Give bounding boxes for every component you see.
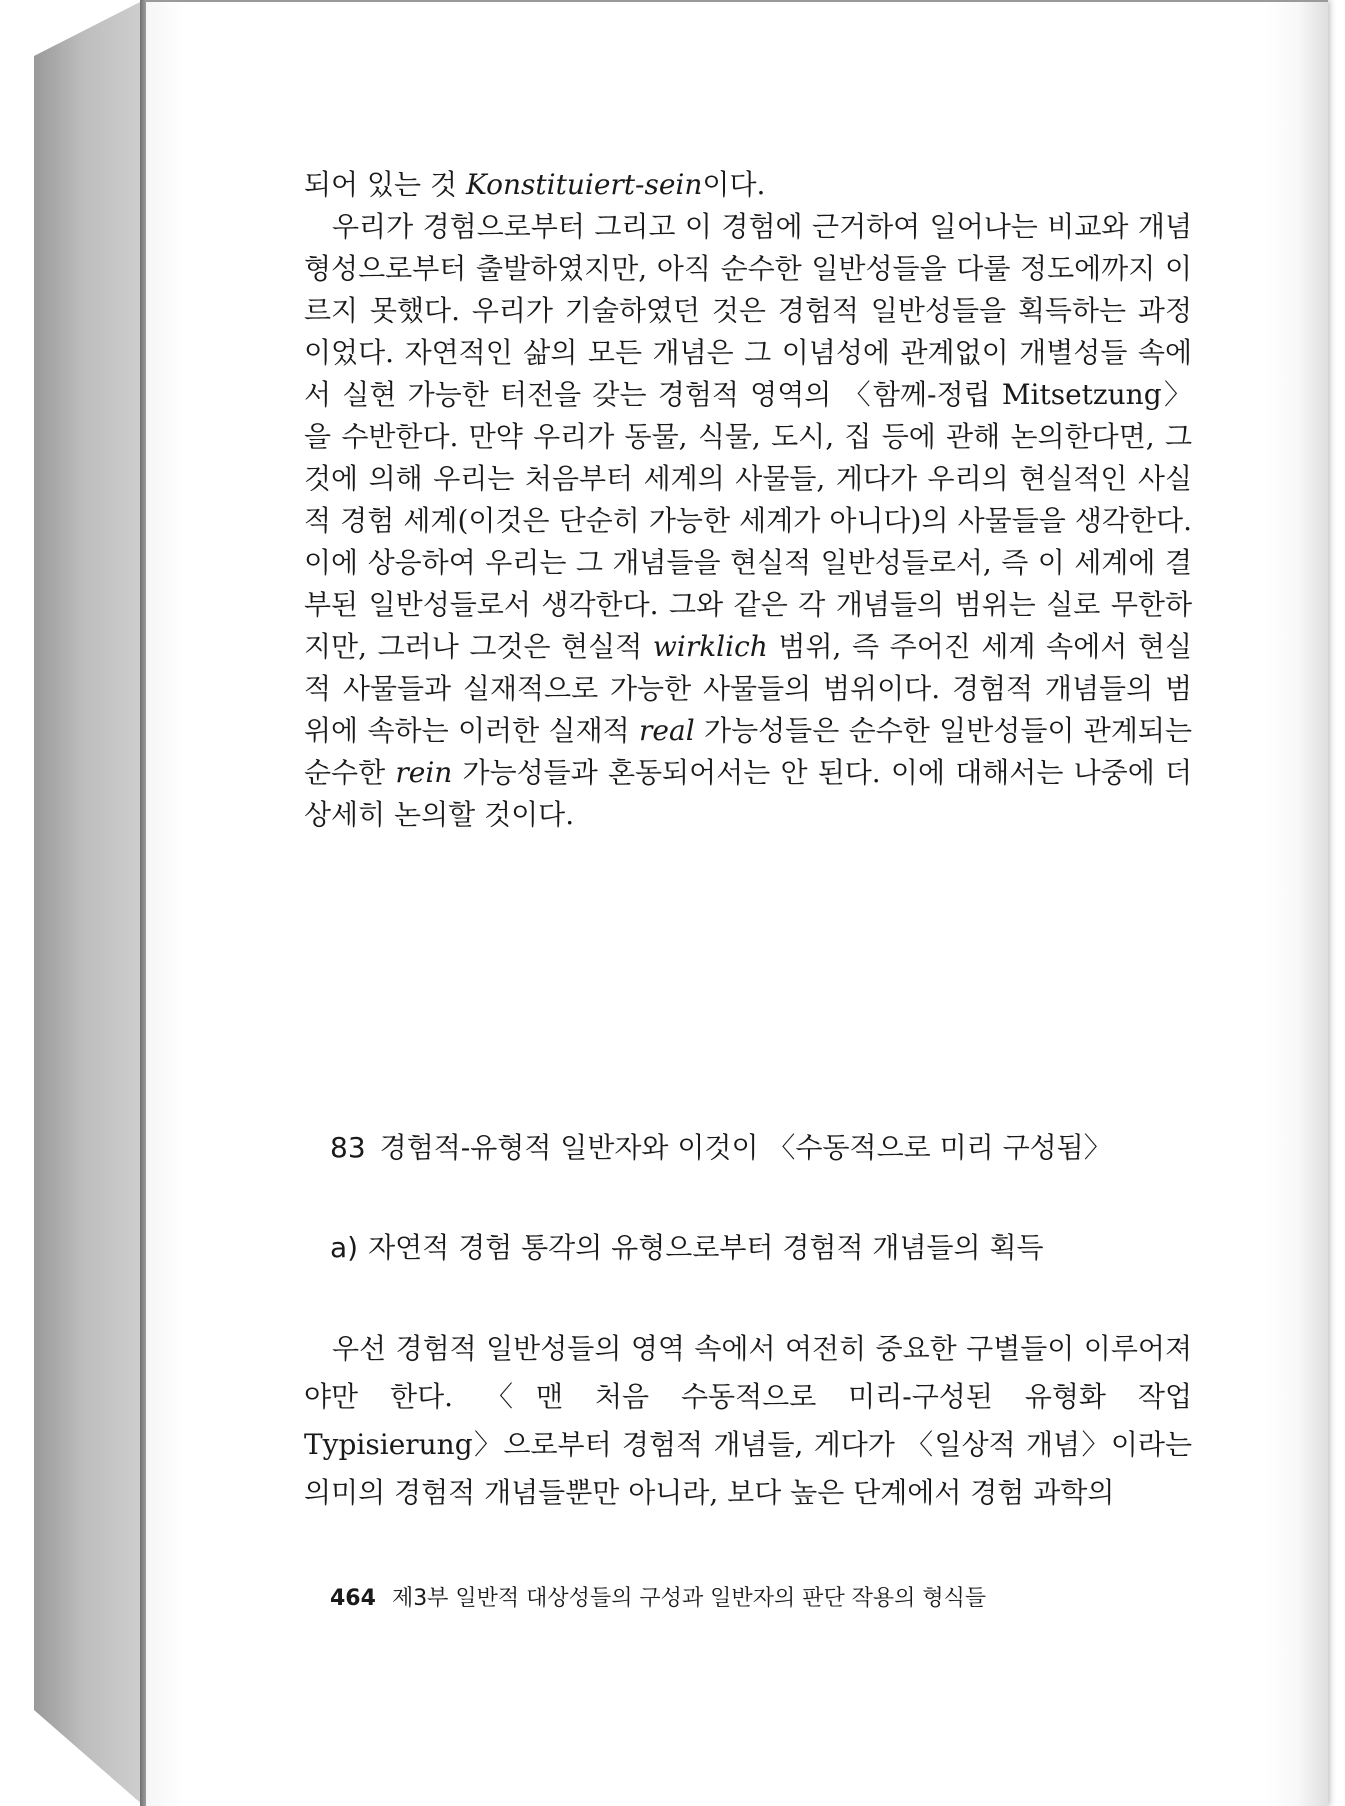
para2-text-2: 범위, 즉 주어진 세계 속에서 현실적 사물들과 실재적으로 가능한 사물들의 범위이다. 경험적 개념들의 범위에 속하는 이러한 실재적 (304, 630, 1193, 747)
page-top-edge (146, 0, 1328, 2)
para2-text-4: 가능성들과 혼동되어서는 안 된다. 이에 대해서는 나중에 더 상세히 논의할 것이다. (304, 756, 1193, 831)
subsection-label: a) (330, 1231, 359, 1264)
subsection-heading (330, 1227, 1192, 1269)
page-number: 464 (330, 1586, 376, 1611)
body-text-bottom (304, 1325, 1192, 1517)
paragraph-continuation (304, 164, 1192, 206)
paragraph-section-start: 우선 경험적 일반성들의 영역 속에서 여전히 중요한 구별들이 이루어져야만 한다. 〈맨 처음 수동적으로 미리-구성된 유형화 작업 Typisierung〉으로부터 경험적 개념들, 게다가 〈일상적 개념〉이라는 의미의 경험적 개념들뿐만 아니라, 보다 높은 단계에서 경험 과학의 (304, 1332, 1192, 1509)
page-right-shade (1298, 0, 1328, 1806)
paragraph-main (304, 206, 1192, 836)
book-spine-side (34, 0, 144, 1806)
section-title: 경험적-유형적 일반자와 이것이 〈수동적으로 미리 구성됨〉 (379, 1131, 1112, 1164)
section-heading (330, 1127, 1192, 1169)
page-footer (330, 1583, 1190, 1615)
para2-italic-rein: rein (395, 756, 453, 789)
para2-text-3: 가능성들은 순수한 일반성들이 관계되는 순수한 (304, 714, 1192, 789)
section-number: 83 (330, 1131, 366, 1164)
running-head: 제3부 일반적 대상성들의 구성과 일반자의 판단 작용의 형식들 (391, 1586, 987, 1611)
subsection-title: 자연적 경험 통각의 유형으로부터 경험적 개념들의 획득 (368, 1231, 1044, 1264)
para2-italic-real: real (639, 714, 695, 747)
para2-text-1: 우리가 경험으로부터 그리고 이 경험에 근거하여 일어나는 비교와 개념 형성으로부터 출발하였지만, 아직 순수한 일반성들을 다룰 정도에까지 이르지 못했다. 우리가 기술하였던 것은 경험적 일반성들을 획득하는 과정이었다. 자연적인 삶의 모든 개념은 그 이념성에 관계없이 개별성들 속에서 실현 가능한 터전을 갖는 경험적 영역의 〈함께-정립 Mitsetzung〉을 수반한다. 만약 우리가 동물, 식물, 도시, 집 등에 관해 논의한다면, 그것에 의해 우리는 처음부터 세계의 사물들, 게다가 우리의 현실적인 사실적 경험 세계(이것은 단순히 가능한 세계가 아니다)의 사물들을 생각한다. 이에 상응하여 우리는 그 개념들을 현실적 일반성들로서, 즉 이 세계에 결부된 일반성들로서 생각한다. 그와 같은 각 개념들의 범위는 실로 무한하지만, 그러나 그것은 현실적 (304, 210, 1192, 663)
para1-prefix: 되어 있는 것 (304, 168, 466, 201)
body-text-top (304, 164, 1192, 836)
para1-italic-term: Konstituiert-sein (465, 168, 703, 201)
para2-italic-wirklich: wirklich (652, 630, 768, 663)
para1-suffix: 이다. (702, 168, 766, 201)
